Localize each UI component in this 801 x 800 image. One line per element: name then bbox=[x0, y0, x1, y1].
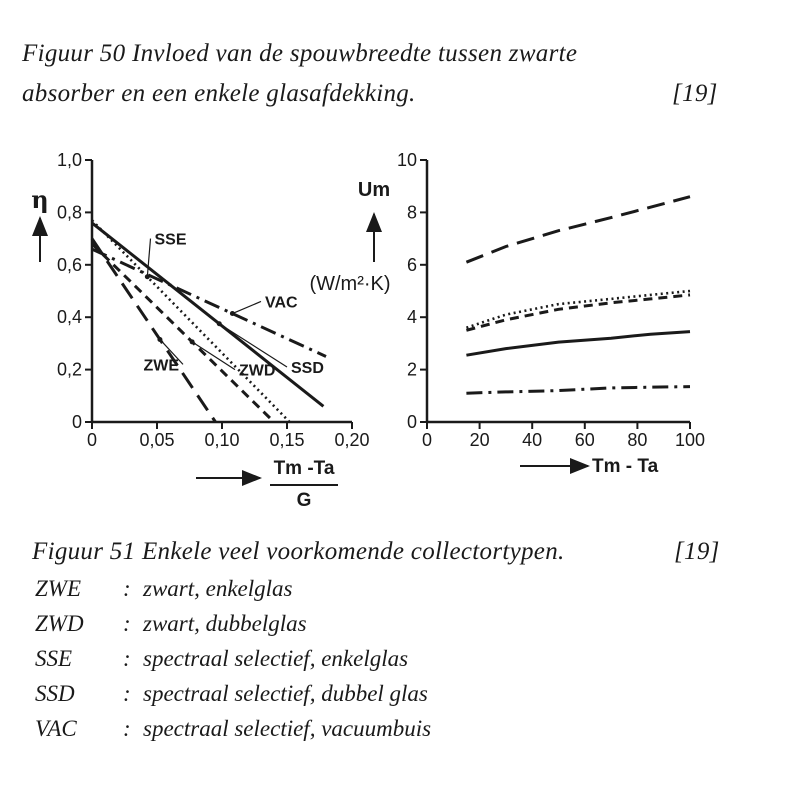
y-tick-label: 8 bbox=[406, 202, 417, 223]
series-label-dot bbox=[190, 339, 195, 344]
y-tick-label: 6 bbox=[406, 254, 417, 275]
legend-colon: : bbox=[123, 681, 131, 706]
y-axis-label: Um bbox=[357, 179, 391, 201]
series-line-ssd bbox=[466, 332, 690, 356]
legend-code: SSE bbox=[35, 646, 73, 671]
x-tick-label: 0,15 bbox=[269, 430, 305, 450]
x-tick-label: 0 bbox=[86, 430, 98, 450]
series-line-sse bbox=[92, 220, 290, 422]
y-tick-label: 0,8 bbox=[56, 202, 82, 223]
series-label-ssd: SSD bbox=[291, 359, 324, 377]
legend-description: zwart, dubbelglas bbox=[143, 611, 307, 636]
series-line-zwd bbox=[92, 244, 274, 422]
x-tick-label: 60 bbox=[574, 430, 595, 450]
y-tick-label: 0 bbox=[406, 412, 417, 432]
series-line-zwe bbox=[466, 197, 690, 263]
legend-colon: : bbox=[123, 646, 131, 671]
x-tick-label: 100 bbox=[674, 430, 706, 450]
x-tick-label: 0,05 bbox=[139, 430, 175, 450]
y-tick-label: 4 bbox=[406, 307, 417, 328]
y-tick-label: 2 bbox=[406, 359, 417, 380]
series-label-leader bbox=[219, 324, 287, 367]
legend-item bbox=[35, 611, 307, 637]
legend-item bbox=[35, 646, 408, 672]
y-tick-label: 0,2 bbox=[56, 359, 82, 380]
legend-description: spectraal selectief, dubbel glas bbox=[143, 681, 428, 706]
legend-code: SSD bbox=[35, 681, 75, 706]
y-tick-label: 0,6 bbox=[56, 254, 82, 275]
legend-colon: : bbox=[123, 576, 131, 601]
efficiency-chart bbox=[31, 150, 369, 511]
figure51-caption: Figuur 51 Enkele veel voorkomende collectortypen. bbox=[32, 538, 565, 565]
y-tick-label: 10 bbox=[396, 150, 417, 170]
x-tick-label: 0,10 bbox=[204, 430, 240, 450]
legend-code: VAC bbox=[35, 716, 77, 741]
figure50-caption-line2: absorber en een enkele glasafdekking. bbox=[22, 80, 416, 107]
series-line-zwd bbox=[466, 295, 690, 330]
series-label-leader bbox=[192, 342, 235, 370]
series-label-sse: SSE bbox=[154, 231, 187, 249]
series-line-zwe bbox=[92, 239, 216, 422]
figure50-caption-ref: [19] bbox=[672, 80, 718, 107]
x-axis-label-denominator: G bbox=[296, 490, 312, 511]
heat-loss-chart bbox=[309, 150, 705, 477]
legend-code: ZWD bbox=[35, 611, 84, 636]
legend-description: spectraal selectief, enkelglas bbox=[143, 646, 409, 671]
x-tick-label: 0 bbox=[421, 430, 433, 450]
figure50-caption-line1: Figuur 50 Invloed van de spouwbreedte tussen zwarte bbox=[22, 40, 578, 67]
x-axis-label: Tm - Ta bbox=[592, 456, 659, 477]
legend-code: ZWE bbox=[35, 576, 81, 601]
series-label-dot bbox=[157, 337, 162, 342]
x-tick-label: 20 bbox=[469, 430, 490, 450]
series-line-ssd bbox=[92, 223, 323, 406]
legend-colon: : bbox=[123, 716, 131, 741]
legend-item bbox=[35, 716, 431, 742]
series-label-zwe: ZWE bbox=[143, 357, 179, 375]
series-label-leader bbox=[232, 301, 261, 313]
x-tick-label: 40 bbox=[522, 430, 543, 450]
series-label-zwd: ZWD bbox=[239, 362, 276, 380]
y-tick-label: 0 bbox=[71, 412, 82, 432]
legend-description: zwart, enkelglas bbox=[143, 576, 293, 601]
legend-colon: : bbox=[123, 611, 131, 636]
series-label-vac: VAC bbox=[265, 294, 298, 312]
legend-item bbox=[35, 576, 293, 602]
legend-description: spectraal selectief, vacuumbuis bbox=[143, 716, 432, 741]
figure51-caption-ref: [19] bbox=[674, 538, 720, 565]
legend-item bbox=[35, 681, 428, 707]
y-axis-unit: (W/m²·K) bbox=[309, 273, 391, 295]
series-label-dot bbox=[230, 311, 235, 316]
series-label-leader bbox=[147, 239, 150, 277]
series-line-vac bbox=[466, 387, 690, 394]
x-axis-label-numerator: Tm -Ta bbox=[273, 458, 335, 479]
x-tick-label: 80 bbox=[627, 430, 648, 450]
x-tick-label: 0,20 bbox=[334, 430, 370, 450]
series-label-dot bbox=[217, 321, 222, 326]
y-axis-label: η bbox=[31, 185, 49, 214]
y-tick-label: 1,0 bbox=[56, 150, 82, 170]
y-tick-label: 0,4 bbox=[56, 307, 82, 328]
